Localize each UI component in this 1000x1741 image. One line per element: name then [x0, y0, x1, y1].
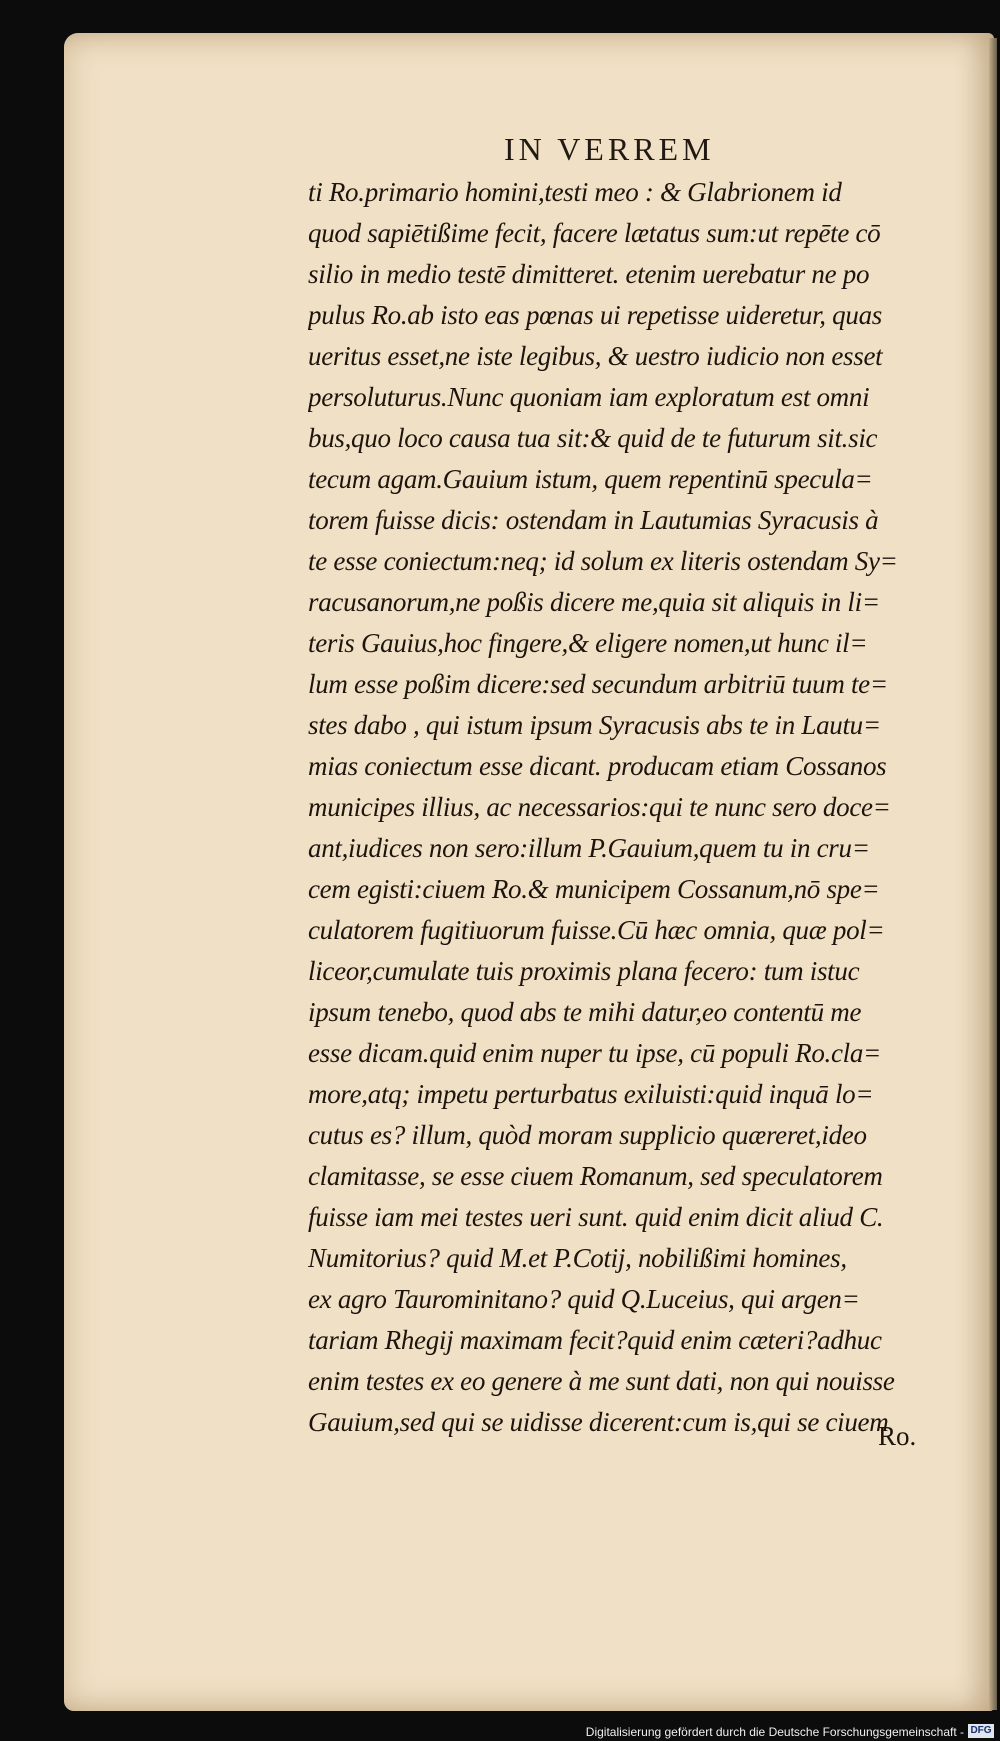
- catchword: Ro.: [878, 1421, 917, 1451]
- text-line: stes dabo , qui istum ipsum Syracusis abs te in Lautu=: [308, 710, 881, 740]
- text-line: municipes illius, ac necessarios:qui te nunc sero doce=: [308, 792, 891, 822]
- text-line: Numitorius? quid M.et P.Cotij, nobilißimi homines,: [308, 1243, 847, 1273]
- text-line: pulus Ro.ab isto eas pœnas ui repetisse uideretur, quas: [308, 300, 882, 330]
- text-line: fuisse iam mei testes ueri sunt. quid enim dicit aliud C.: [308, 1202, 884, 1232]
- text-line: esse dicam.quid enim nuper tu ipse, cū populi Ro.cla=: [308, 1038, 881, 1068]
- dfg-logo-icon: DFG: [968, 1724, 994, 1738]
- text-line: quod sapiētißime fecit, facere lætatus sum:ut repēte cō: [308, 218, 881, 248]
- running-head: IN VERREM: [504, 131, 715, 167]
- text-line: racusanorum,ne poßis dicere me,quia sit aliquis in li=: [308, 587, 880, 617]
- text-line: tariam Rhegij maximam fecit?quid enim cæteri?adhuc: [308, 1325, 882, 1355]
- text-line: persoluturus.Nunc quoniam iam exploratum est omni: [308, 382, 870, 412]
- text-line: culatorem fugitiuorum fuisse.Cū hæc omnia, quæ pol=: [308, 915, 885, 945]
- text-line: bus,quo loco causa tua sit:& quid de te futurum sit.sic: [308, 423, 878, 453]
- text-line: enim testes ex eo genere à me sunt dati, non qui nouisse: [308, 1366, 895, 1396]
- text-line: cutus es? illum, quòd moram supplicio quæreret,ideo: [308, 1120, 867, 1150]
- text-line: ti Ro.primario homini,testi meo : & Glabrionem id: [308, 177, 842, 207]
- text-line: silio in medio testē dimitteret. etenim uerebatur ne po: [308, 259, 870, 289]
- text-line: liceor,cumulate tuis proximis plana fecero: tum istuc: [308, 956, 860, 986]
- text-line: lum esse poßim dicere:sed secundum arbitriū tuum te=: [308, 669, 888, 699]
- digitization-note: Digitalisierung gefördert durch die Deutsche Forschungsgemeinschaft -: [585, 1725, 964, 1739]
- text-line: ueritus esset,ne iste legibus, & uestro iudicio non esset: [308, 341, 883, 371]
- page-edge: [989, 38, 997, 1710]
- text-line: torem fuisse dicis: ostendam in Lautumias Syracusis à: [308, 505, 879, 535]
- text-line: cem egisti:ciuem Ro.& municipem Cossanum,nō spe=: [308, 874, 880, 904]
- text-line: ipsum tenebo, quod abs te mihi datur,eo contentū me: [308, 997, 862, 1027]
- text-block: [308, 172, 966, 1443]
- text-line: tecum agam.Gauium istum, quem repentinū specula=: [308, 464, 873, 494]
- text-line: ant,iudices non sero:illum P.Gauium,quem tu in cru=: [308, 833, 870, 863]
- text-line: clamitasse, se esse ciuem Romanum, sed speculatorem: [308, 1161, 883, 1191]
- text-line: Gauium,sed qui se uidisse dicerent:cum is,qui se ciuem: [308, 1407, 889, 1437]
- text-line: teris Gauius,hoc fingere,& eligere nomen,ut hunc il=: [308, 628, 868, 658]
- text-line: more,atq; impetu perturbatus exiluisti:quid inquā lo=: [308, 1079, 874, 1109]
- text-line: ex agro Taurominitano? quid Q.Luceius, qui argen=: [308, 1284, 860, 1314]
- text-line: te esse coniectum:neq; id solum ex literis ostendam Sy=: [308, 546, 898, 576]
- text-line: mias coniectum esse dicant. producam etiam Cossanos: [308, 751, 887, 781]
